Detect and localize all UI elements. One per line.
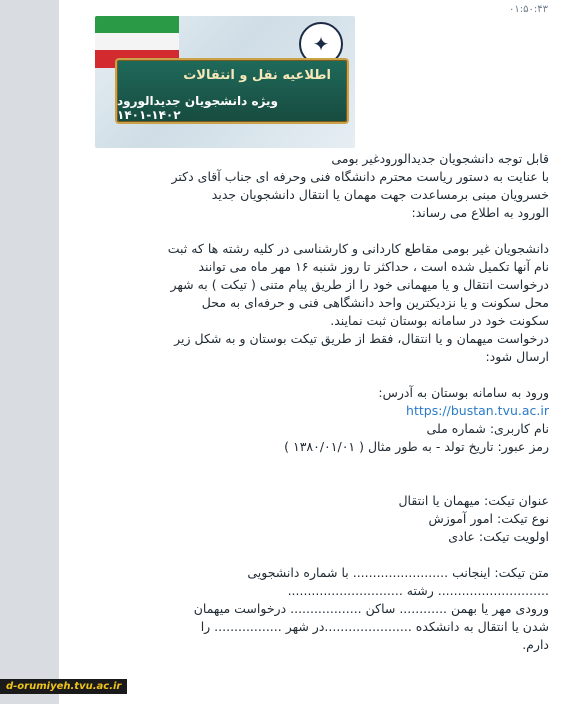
message-line: قابل توجه دانشجویان جدیدالورودغیر بومی [331, 151, 549, 166]
message-line: رمز عبور: تاریخ تولد - به طور مثال ( ۱۳۸۰/۰۱/۰۱ ) [284, 439, 549, 454]
message-line: اولویت تیکت: عادی [448, 529, 549, 544]
banner-title: اطلاعیه نقل و انتقالات [183, 68, 331, 83]
bustan-link-row [71, 402, 549, 420]
message-line: نام آنها تکمیل شده است ، حداکثر تا روز شنبه ۱۶ مهر ماه می توانند [198, 259, 549, 274]
university-logo-icon: ✦ [299, 22, 343, 66]
message-line: سکونت خود در سامانه بوستان ثبت نمایند. [330, 313, 549, 328]
banner-plaque [115, 58, 349, 124]
watermark-prefix: d-orumiyeh. [6, 681, 75, 692]
message-line: الورود به اطلاع می رساند: [411, 205, 549, 220]
banner-subtitle: ویژه دانشجویان جدیدالورود ۱۴۰۲-۱۴۰۱ [117, 94, 278, 122]
message-paragraphs [71, 150, 549, 402]
message-line [71, 366, 549, 384]
message-line [71, 222, 549, 240]
message-bubble [58, 0, 561, 704]
message-text [71, 150, 549, 654]
message-line: با عنایت به دستور ریاست محترم دانشگاه فنی وحرفه ای جناب آقای دکتر [171, 169, 549, 184]
message-line: ورود به سامانه بوستان به آدرس: [378, 385, 549, 400]
message-line: درخواست انتقال و یا میهمانی خود را از طریق پیام متنی ( تیکت ) به شهر [170, 277, 549, 292]
watermark-domain: tvu.ac.ir [74, 681, 122, 692]
message-line: متن تیکت: اینجانب ........................ با شماره دانشجویی [247, 565, 549, 580]
message-line: ارسال شود: [485, 349, 549, 364]
message-line: عنوان تیکت: میهمان یا انتقال [398, 493, 549, 508]
message-line [71, 546, 549, 564]
message-line: شدن یا انتقال به دانشکده ......................در شهر ................. را [200, 619, 549, 634]
message-line: خسرویان مبنی برمساعدت جهت مهمان یا انتقال دانشجویان جدید [211, 187, 549, 202]
bustan-link[interactable]: https://bustan.tvu.ac.ir [406, 403, 549, 418]
message-line: نام کاربری: شماره ملی [426, 421, 549, 436]
message-line [71, 456, 549, 474]
message-line: دارم. [522, 637, 549, 652]
message-line: درخواست میهمان و یا انتقال، فقط از طریق تیکت بوستان و به شکل زیر [174, 331, 549, 346]
message-line: ............................ رشته ............................. [287, 583, 549, 598]
message-time: ۰۱:۵۰:۴۳ [509, 4, 548, 15]
message-line: ورودی مهر یا بهمن ............ ساکن .................. درخواست میهمان [193, 601, 549, 616]
announcement-banner-image[interactable] [95, 16, 355, 148]
message-line: محل سکونت و یا نزدیکترین واحد دانشگاهی فنی و حرفه‌ای به محل [201, 295, 549, 310]
message-line: دانشجویان غیر بومی مقاطع کاردانی و کارشناسی در کلیه رشته ها که ثبت [167, 241, 549, 256]
message-paragraphs-2 [71, 420, 549, 654]
message-line [71, 474, 549, 492]
message-line: نوع تیکت: امور آموزش [428, 511, 549, 526]
watermark [0, 679, 127, 694]
